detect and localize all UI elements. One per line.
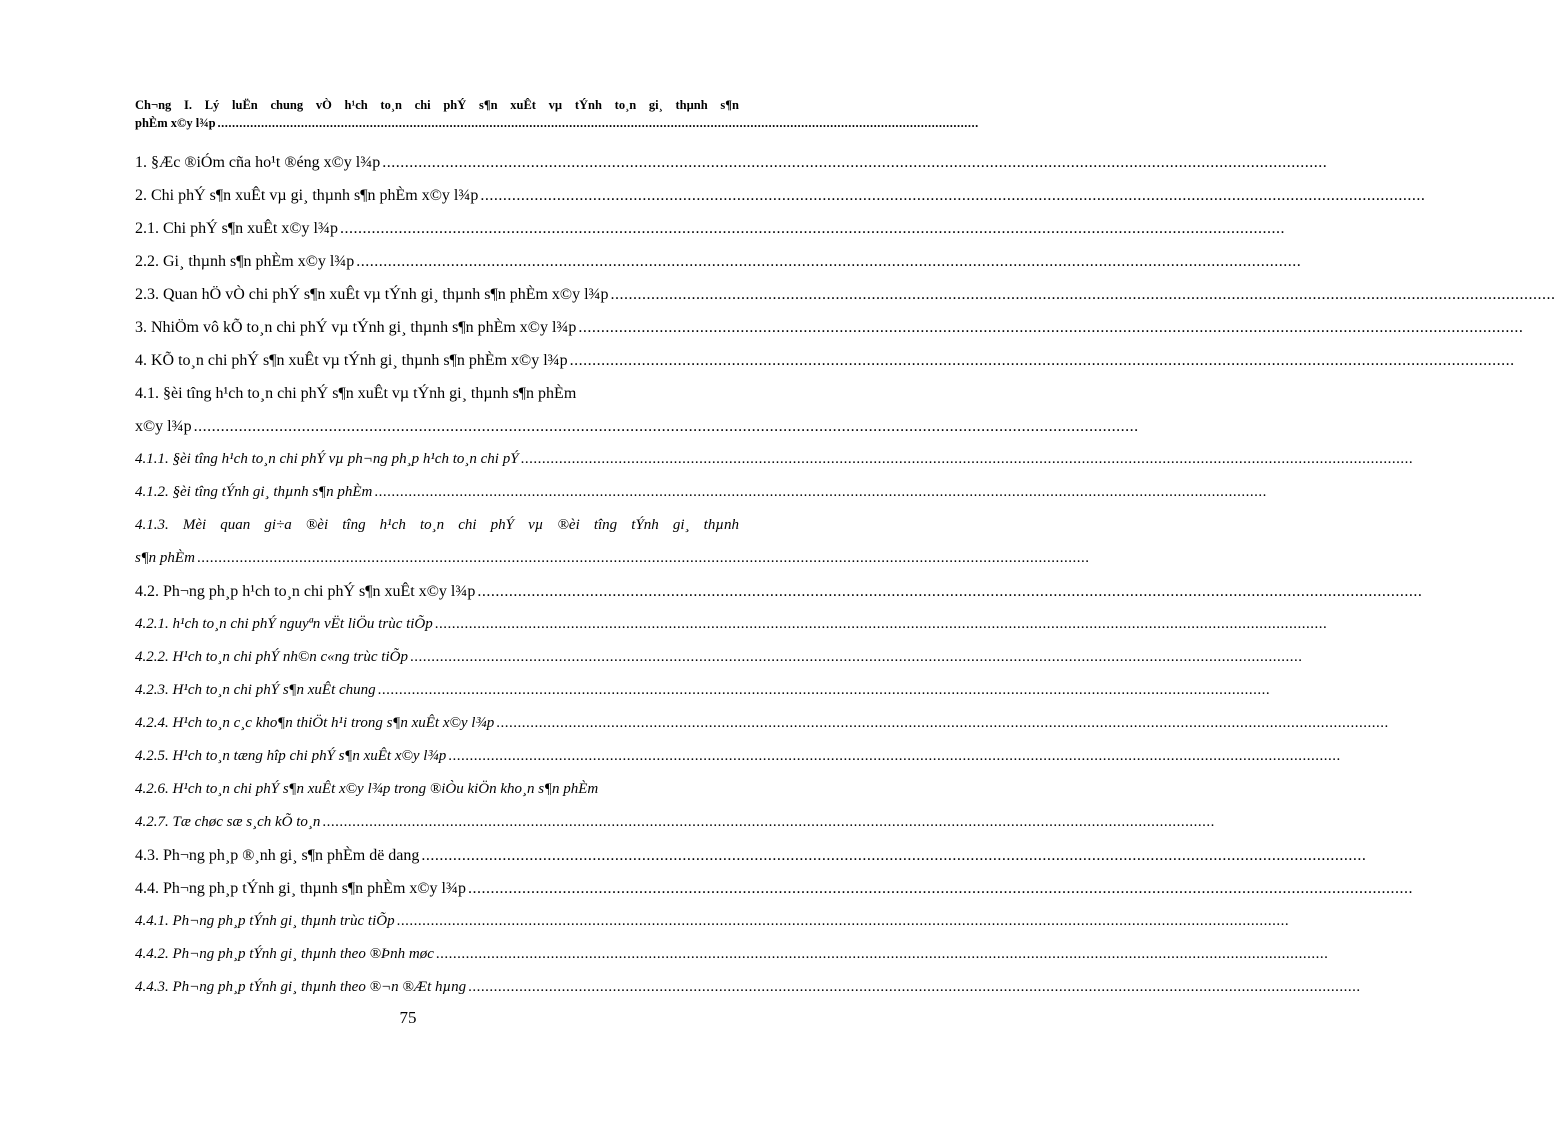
dot-leader: .................................................................................................................................................................................................................. [217, 116, 979, 130]
toc-entry-title: 2.1. Chi phÝ s¶n xuÊt x©y l¾p [135, 220, 338, 237]
toc-entry [135, 773, 739, 806]
toc-list-c [135, 575, 1423, 1004]
toc-list-a [135, 146, 1556, 377]
dot-leader: .................................................................................................................................................................................................................. [409, 649, 1303, 665]
toc-entry [135, 806, 1215, 839]
toc-entry [135, 212, 1285, 245]
toc-entry-title: 4.2.5. H¹ch to¸n tæng hîp chi phÝ s¶n xuÊt x©y l¾p [135, 748, 447, 764]
dot-leader: .................................................................................................................................................................................................................. [193, 418, 1139, 435]
dot-leader: .................................................................................................................................................................................................................. [520, 451, 1414, 467]
chapter-title-line2: phÈm x©y l¾p [135, 116, 216, 130]
toc-entry [135, 674, 1271, 707]
toc-entry [135, 179, 1426, 212]
toc-entry-4-1 [135, 377, 1139, 443]
toc-entry-title: 4.2. Ph¬ng ph¸p h¹ch to¸n chi phÝ s¶n xuÊt x©y l¾p [135, 583, 476, 600]
toc-entry-title: 4.3. Ph¬ng ph¸p ®¸nh gi¸ s¶n phÈm dë dang [135, 847, 420, 864]
toc-entry-title: 4.2.3. H¹ch to¸n chi phÝ s¶n xuÊt chung [135, 682, 376, 698]
toc-entry [135, 344, 1515, 377]
dot-leader: .................................................................................................................................................................................................................. [468, 979, 1361, 995]
toc-list-b [135, 443, 1414, 509]
toc-entry-4-1-line2: x©y l¾p [135, 418, 192, 435]
toc-entry-title: 4.4.1. Ph¬ng ph¸p tÝnh gi¸ thµnh trùc tiÕp [135, 913, 395, 929]
toc-entry-title: 4.2.4. H¹ch to¸n c¸c kho¶n thiÖt h¹i trong s¶n xuÊt x©y l¾p [135, 715, 495, 731]
dot-leader: .................................................................................................................................................................................................................. [421, 847, 1367, 864]
toc-entry [135, 740, 1341, 773]
toc-entry-4-1-3-line2-row [135, 542, 1090, 575]
dot-leader: .................................................................................................................................................................................................................. [396, 913, 1290, 929]
dot-leader: .................................................................................................................................................................................................................. [339, 220, 1285, 237]
toc-entry [135, 971, 1361, 1004]
toc-entry [135, 146, 1328, 179]
toc-entry [135, 641, 1303, 674]
dot-leader: .................................................................................................................................................................................................................. [382, 154, 1328, 171]
toc-entry [135, 872, 1413, 905]
toc-entry-title: 3. NhiÖm vô kÕ to¸n chi phÝ vµ tÝnh gi¸ thµnh s¶n phÈm x©y l¾p [135, 319, 577, 336]
toc-entry [135, 443, 1414, 476]
toc-entry-4-1-line1: 4.1. §èi tîng h¹ch to¸n chi phÝ s¶n xuÊt vµ tÝnh gi¸ thµnh s¶n phÈm [135, 385, 577, 402]
toc-entry-title: 4.4.2. Ph¬ng ph¸p tÝnh gi¸ thµnh theo ®Þnh møc [135, 946, 434, 962]
chapter-title-line2-row [135, 114, 979, 132]
toc-entry-title: 2.3. Quan hÖ vÒ chi phÝ s¶n xuÊt vµ tÝnh gi¸ thµnh s¶n phÈm x©y l¾p [135, 286, 609, 303]
dot-leader: .................................................................................................................................................................................................................. [356, 253, 1302, 270]
toc-entry-title: 4. KÕ to¸n chi phÝ s¶n xuÊt vµ tÝnh gi¸ thµnh s¶n phÈm x©y l¾p [135, 352, 568, 369]
toc-entry-4-1-3-line1: 4.1.3. Mèi quan gi÷a ®èi tîng h¹ch to¸n chi phÝ vµ ®èi tîng tÝnh gi¸ thµnh [135, 517, 739, 533]
toc-entry-title: 2.2. Gi¸ thµnh s¶n phÈm x©y l¾p [135, 253, 355, 270]
dot-leader: .................................................................................................................................................................................................................. [448, 748, 1341, 764]
dot-leader: .................................................................................................................................................................................................................. [569, 352, 1515, 369]
table-of-contents [135, 92, 1556, 1004]
toc-entry-title: 4.1.1. §èi tîng h¹ch to¸n chi phÝ vµ ph¬ng ph¸p h¹ch to¸n chi pÝ [135, 451, 519, 467]
dot-leader: .................................................................................................................................................................................................................. [467, 880, 1413, 897]
dot-leader: .................................................................................................................................................................................................................. [322, 814, 1215, 830]
toc-entry [135, 311, 1524, 344]
chapter-title-line1: Ch¬ng I. Lý luËn chung vÒ h¹ch to¸n chi phÝ s¶n xuÊt vµ tÝnh to¸n gi¸ thµnh s¶n [135, 98, 739, 112]
toc-entry-title: 4.2.2. H¹ch to¸n chi phÝ nh©n c«ng trùc tiÕp [135, 649, 408, 665]
toc-entry-title: 4.2.6. H¹ch to¸n chi phÝ s¶n xuÊt x©y l¾p trong ®iÒu kiÖn kho¸n s¶n phÈm [135, 781, 599, 797]
toc-entry [135, 905, 1290, 938]
dot-leader: .................................................................................................................................................................................................................. [377, 682, 1271, 698]
dot-leader: .................................................................................................................................................................................................................. [435, 946, 1329, 962]
toc-entry [135, 245, 1302, 278]
toc-entry [135, 839, 1367, 872]
toc-entry-title: 4.2.1. h¹ch to¸n chi phÝ nguyªn vËt liÖu trùc tiÕp [135, 616, 433, 632]
toc-entry [135, 278, 1556, 311]
toc-entry-title: 2. Chi phÝ s¶n xuÊt vµ gi¸ thµnh s¶n phÈm x©y l¾p [135, 187, 479, 204]
page-number: 75 [399, 1008, 417, 1027]
toc-entry-title: 1. §Æc ®iÓm cña ho¹t ®éng x©y l¾p [135, 154, 381, 171]
dot-leader: .................................................................................................................................................................................................................. [578, 319, 1524, 336]
toc-entry [135, 707, 1389, 740]
toc-entry-title: 4.4.3. Ph¬ng ph¸p tÝnh gi¸ thµnh theo ®¬n ®Æt hµng [135, 979, 467, 995]
toc-entry-title: 4.4. Ph¬ng ph¸p tÝnh gi¸ thµnh s¶n phÈm x©y l¾p [135, 880, 466, 897]
toc-entry [135, 608, 1328, 641]
dot-leader: .................................................................................................................................................................................................................. [610, 286, 1556, 303]
toc-entry [135, 938, 1329, 971]
toc-entry-4-1-3 [135, 509, 1090, 575]
dot-leader: .................................................................................................................................................................................................................. [196, 550, 1090, 566]
dot-leader: .................................................................................................................................................................................................................. [496, 715, 1389, 731]
dot-leader: .................................................................................................................................................................................................................. [434, 616, 1328, 632]
toc-entry-title: 4.1.2. §èi tîng tÝnh gi¸ thµnh s¶n phÈm [135, 484, 373, 500]
toc-entry-4-1-line2-row [135, 410, 1139, 443]
dot-leader: .................................................................................................................................................................................................................. [374, 484, 1267, 500]
toc-chapter-heading [135, 92, 979, 146]
dot-leader: .................................................................................................................................................................................................................. [480, 187, 1426, 204]
dot-leader: .................................................................................................................................................................................................................. [477, 583, 1423, 600]
toc-entry-title: 4.2.7. Tæ chøc sæ s¸ch kÕ to¸n [135, 814, 321, 830]
toc-entry [135, 575, 1423, 608]
toc-entry [135, 476, 1267, 509]
toc-entry-4-1-3-line2: s¶n phÈm [135, 550, 195, 566]
